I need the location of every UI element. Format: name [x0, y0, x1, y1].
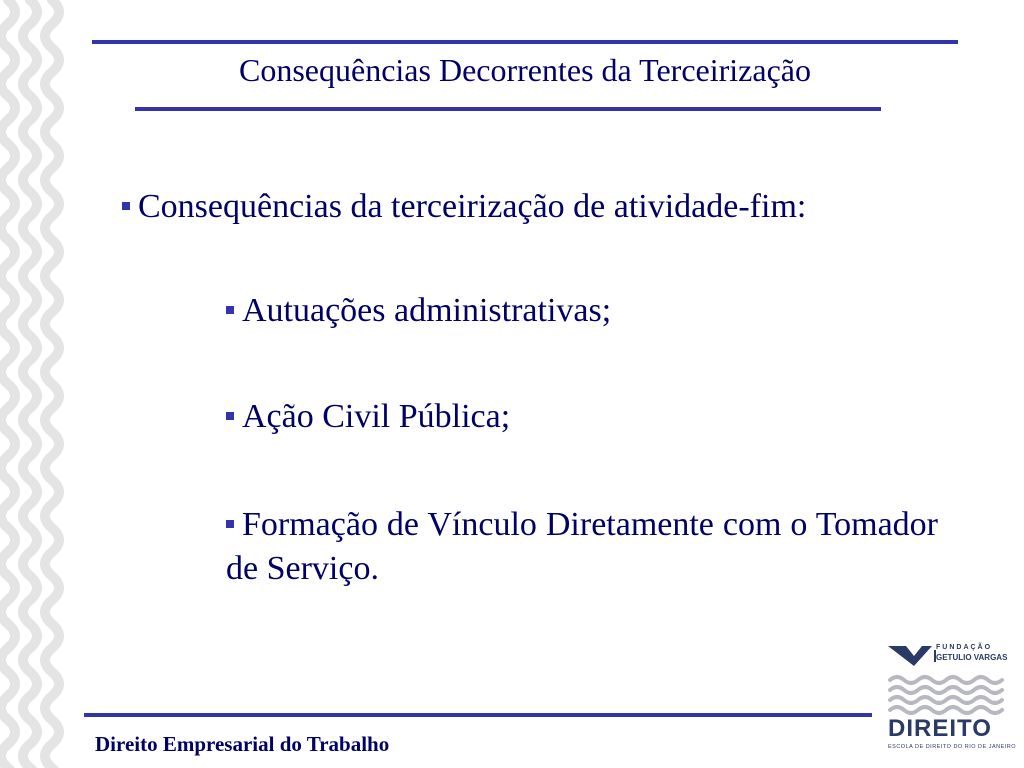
bullet-square-icon [226, 306, 234, 314]
main-bullet [122, 188, 806, 226]
sub-bullet-text: Formação de Vínculo Diretamente com o Tomador de Serviço. [226, 506, 938, 587]
slide-title: Consequências Decorrentes da Terceirização [239, 52, 811, 88]
bullet-square-icon [122, 202, 130, 210]
footer-course-title: Direito Empresarial do Trabalho [95, 732, 390, 756]
main-bullet-text: Consequências da terceirização de atividade-fim: [138, 188, 807, 225]
sub-bullet-text: Autuações administrativas; [242, 292, 612, 329]
logo-getulio-vargas-text: GETULIO VARGAS [936, 653, 1008, 662]
logo-fundacao-text: FUNDAÇÃO [936, 644, 993, 651]
logo-direito-text: DIREITO [888, 715, 992, 742]
sub-bullet-3 [226, 503, 938, 591]
footer-rule [84, 713, 872, 717]
logo-escola-text: ESCOLA DE DIREITO DO RIO DE JANEIRO [888, 744, 1017, 750]
decorative-wave-strip [0, 0, 64, 768]
bullet-square-icon [226, 520, 234, 528]
sub-bullet-text: Ação Civil Pública; [242, 398, 511, 435]
sub-bullet-1 [226, 292, 611, 330]
title-bottom-rule [135, 107, 881, 111]
bullet-square-icon [226, 412, 234, 420]
sub-bullet-2 [226, 398, 510, 436]
title-top-rule [92, 40, 958, 44]
